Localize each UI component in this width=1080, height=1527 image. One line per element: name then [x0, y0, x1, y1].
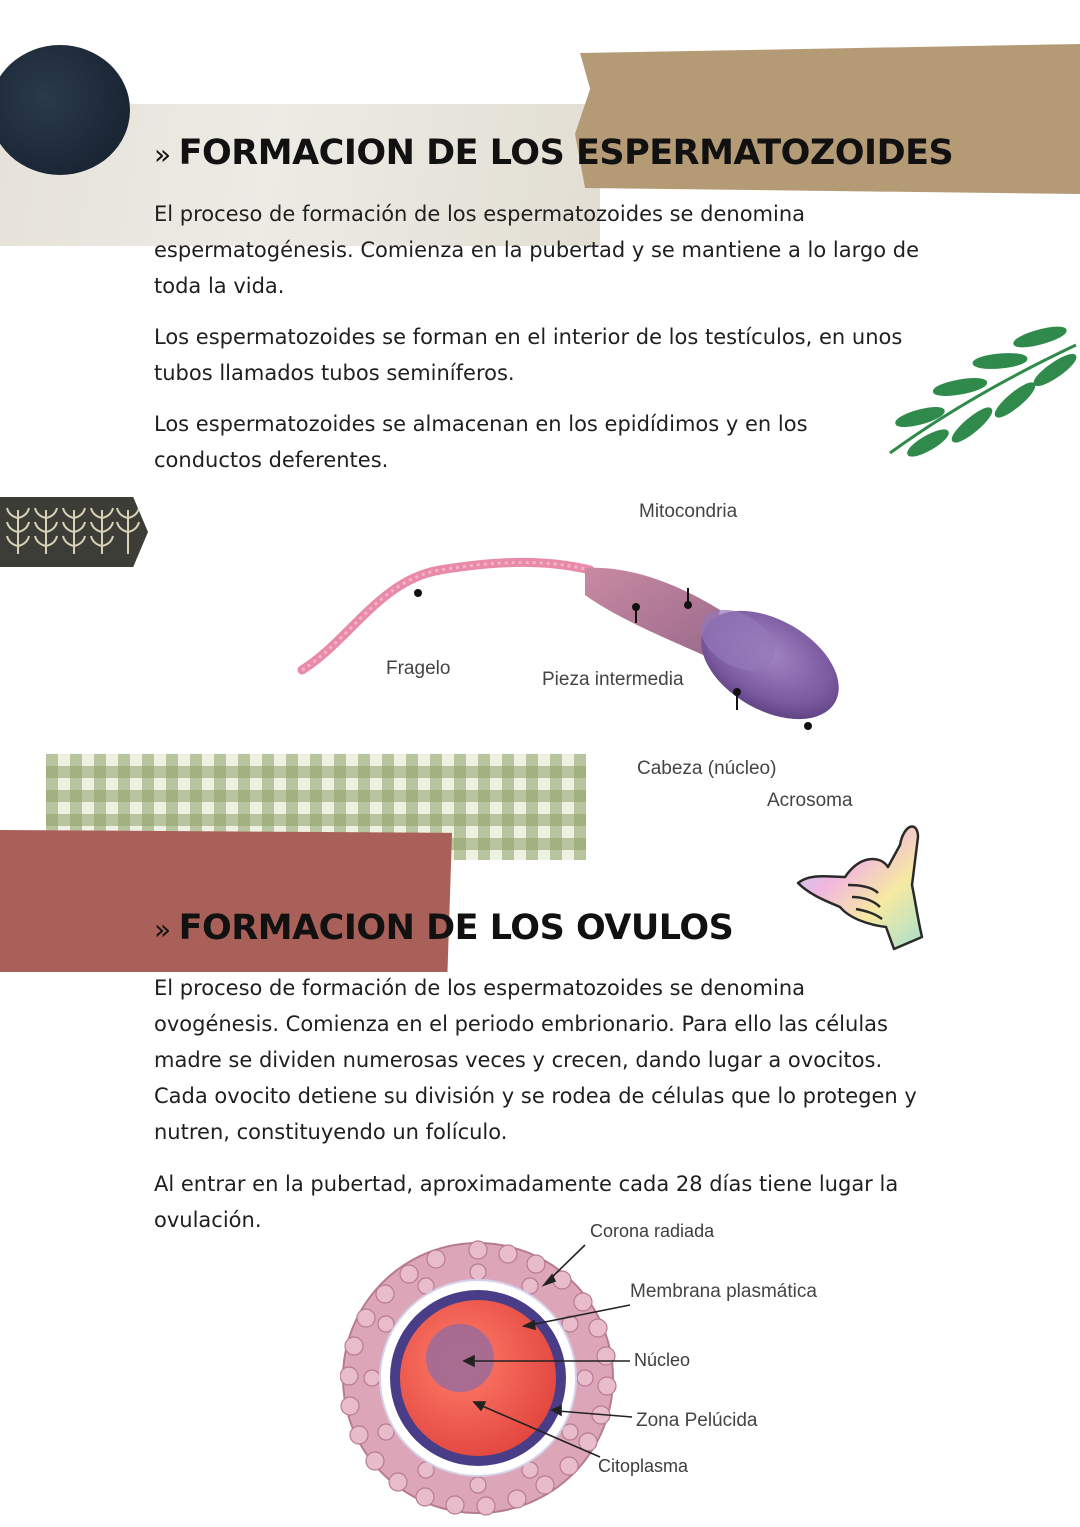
label-pieza-intermedia: Pieza intermedia — [542, 669, 684, 690]
chevron-icon: » — [154, 138, 171, 171]
title-text: FORMACION DE LOS ESPERMATOZOIDES — [178, 133, 954, 173]
label-acrosoma: Acrosoma — [767, 790, 853, 811]
paragraph: Los espermatozoides se almacenan en los epidídimos y en los conductos deferentes. — [154, 412, 808, 472]
label-citoplasma: Citoplasma — [598, 1456, 689, 1476]
midpiece — [585, 568, 720, 658]
label-fragelo: Fragelo — [386, 658, 451, 679]
label-mitocondria: Mitocondria — [639, 501, 738, 522]
title-text: FORMACION DE LOS OVULOS — [178, 908, 734, 948]
leaf-pattern-icon — [0, 497, 148, 567]
paragraph: El proceso de formación de los espermatozoides se denomina espermatogénesis. Comienza en la pubertad y se mantiene a lo largo de toda la vida. — [154, 202, 919, 298]
label-cabeza: Cabeza (núcleo) — [637, 758, 777, 779]
sperm-diagram — [290, 540, 860, 750]
paragraph: Al entrar en la pubertad, aproximadamente cada 28 días tiene lugar la ovulación. — [154, 1172, 899, 1232]
paragraph: El proceso de formación de los espermatozoides se denomina ovogénesis. Comienza en el periodo embrionario. Para ello las células madre se dividen numerosas veces y crecen, dando lugar a ovocitos. Cada ovocito detiene su división y se rodea de células que lo protegen y nutren, constituyendo un folículo. — [154, 976, 917, 1144]
label-membrana-plasmatica: Membrana plasmática — [630, 1281, 817, 1302]
leaf-pattern-tape-decoration — [0, 497, 148, 567]
flagellum — [302, 562, 590, 670]
section-title-espermatozoides — [154, 133, 953, 173]
shaka-hand-icon — [790, 815, 930, 955]
label-zona-pelucida: Zona Pelúcida — [636, 1410, 758, 1431]
paragraph: Los espermatozoides se forman en el interior de los testículos, en unos tubos llamados tubos seminíferos. — [154, 325, 903, 385]
label-corona-radiada: Corona radiada — [590, 1221, 715, 1241]
red-tape-decoration — [0, 830, 452, 972]
label-nucleo: Núcleo — [634, 1350, 691, 1370]
section-title-ovulos — [154, 908, 733, 948]
chevron-icon: » — [154, 913, 171, 946]
